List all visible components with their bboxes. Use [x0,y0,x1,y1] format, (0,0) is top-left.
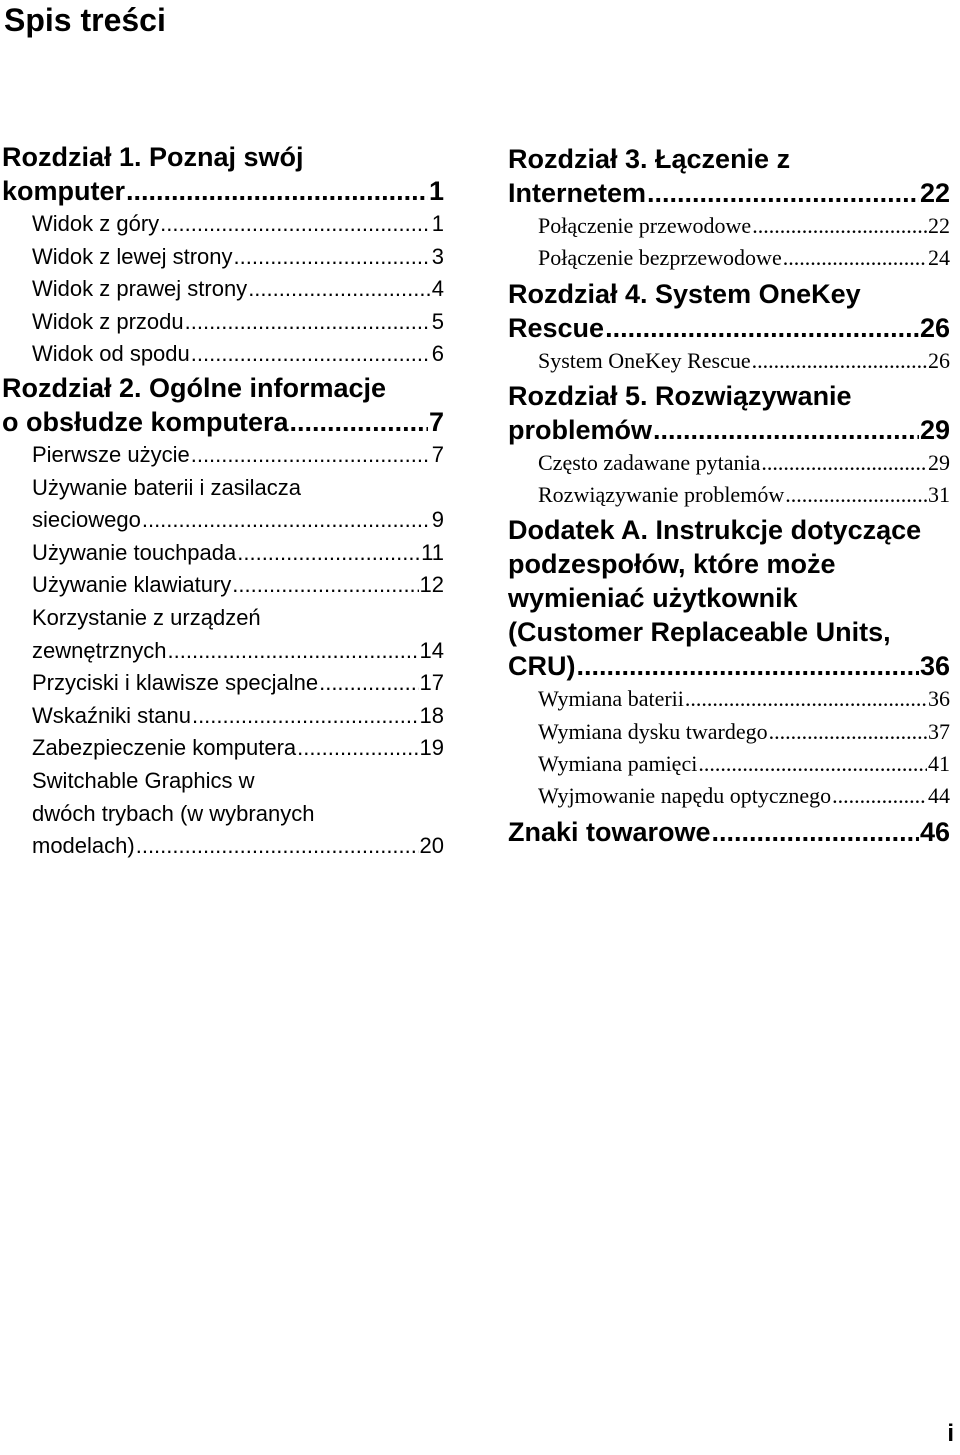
dot-leader [653,413,919,447]
toc-title-text: sieciowego [32,507,141,533]
toc-page-number: 9 [431,507,444,533]
toc-title-text: (Customer Replaceable Units, [508,617,891,648]
toc-page-number: 7 [431,441,444,467]
toc-title-text: Pierwsze użycie [32,441,190,467]
dot-leader [234,241,431,274]
dot-leader [783,242,927,274]
toc-title-text: Korzystanie z urządzeń [32,604,261,630]
toc-title-text: Używanie baterii i zasilacza [32,474,301,500]
toc-title-text: Widok z przodu [32,308,184,334]
toc-entry[interactable] [32,602,444,667]
page-title: Spis treści [4,2,166,38]
toc-title-text: Przyciski i klawisze specjalne [32,670,319,696]
toc-title-text: Rozwiązywanie problemów [538,482,785,508]
toc-entry[interactable] [32,472,444,537]
toc-entry[interactable] [32,667,444,700]
toc-page-number: 11 [421,539,444,565]
toc-page-number: 41 [928,751,950,777]
dot-leader [698,748,927,780]
toc-title-text: dwóch trybach (w wybranych [32,800,315,826]
toc-page-number: 44 [928,783,950,809]
toc-title-text: Switchable Graphics w [32,767,255,793]
toc-page-number: 19 [419,735,444,761]
toc-title-text: modelach) [32,833,135,859]
toc-title-text: CRU) [508,651,576,682]
toc-title-text: Dodatek A. Instrukcje dotyczące [508,515,922,546]
dot-leader [605,311,919,345]
toc-page-number: 29 [928,449,950,475]
toc-title-text: Wymiana pamięci [538,751,698,777]
toc-page-number: 14 [419,637,444,663]
toc-title-text: Rozdział 4. System OneKey [508,278,861,309]
dot-leader [191,338,431,371]
toc-title-text: Wskaźniki stanu [32,702,191,728]
toc-page-number: 1 [431,211,444,236]
dot-leader [232,569,418,602]
toc-entry[interactable] [538,683,950,715]
toc-page-number: 5 [431,308,444,334]
dot-leader [192,700,419,733]
toc-title-text: Widok z lewej strony [32,243,233,269]
toc-entry[interactable] [538,716,950,748]
toc-title-text: problemów [508,414,653,445]
toc-title-text: Rozdział 5. Rozwiązywanie [508,380,852,411]
dot-leader [290,405,428,439]
toc-page-number: 20 [419,833,444,859]
toc-title-text: Połączenie bezprzewodowe [538,245,782,271]
toc-page-number: 26 [928,347,950,373]
toc-page-number: 3 [431,243,444,269]
dot-leader [577,649,919,683]
toc-title-text: podzespołów, które może [508,549,836,580]
toc-chapter[interactable] [2,371,444,439]
toc-chapter[interactable] [508,277,950,345]
toc-left-column [2,140,444,863]
toc-page-number: 7 [428,406,444,437]
dot-leader [832,780,927,812]
toc-page-number: 36 [928,686,950,712]
toc-chapter[interactable] [508,815,950,849]
toc-page-number: 17 [419,670,444,696]
toc-title-text: Internetem [508,178,647,208]
dot-leader [168,635,419,668]
toc-entry[interactable] [32,338,444,371]
toc-chapter[interactable] [508,513,950,683]
toc-title-text: Wyjmowanie napędu optycznego [538,783,832,809]
toc-title-text: Wymiana baterii [538,686,684,712]
dot-leader [785,479,927,511]
toc-title-text: Rescue [508,312,605,343]
dot-leader [126,174,428,208]
toc-title-text: Znaki towarowe [508,816,711,847]
toc-page-number: 46 [919,816,950,847]
toc-title-text: Połączenie przewodowe [538,213,752,238]
toc-title-text: Widok z prawej strony [32,276,248,302]
dot-leader [712,815,919,849]
toc-title-text: Rozdział 1. Poznaj swój [2,142,304,172]
dot-leader [248,273,431,306]
toc-entry[interactable] [538,780,950,812]
toc-entry[interactable] [538,479,950,511]
toc-chapter[interactable] [508,379,950,447]
toc-entry[interactable] [32,273,444,306]
dot-leader [761,447,927,479]
toc-page-number: 6 [431,341,444,367]
dot-leader [191,439,431,472]
toc-title-text: System OneKey Rescue [538,347,751,373]
dot-leader [160,208,431,241]
toc-entry[interactable] [32,732,444,765]
toc-page-number: 36 [919,651,950,682]
toc-entry[interactable] [32,700,444,733]
toc-page-number: 29 [919,414,950,445]
toc-title-text: o obsłudze komputera [2,406,289,437]
dot-leader [752,345,927,377]
toc-title-text: Wymiana dysku twardego [538,718,768,744]
toc-page-number: 24 [928,245,950,271]
dot-leader [237,537,420,570]
dot-leader [319,667,418,700]
dot-leader [136,830,419,863]
toc-entry[interactable] [32,241,444,274]
toc-page-number: 22 [928,213,950,238]
dot-leader [297,732,418,765]
dot-leader [769,716,927,748]
toc-page-number: 12 [419,572,444,598]
toc-entry[interactable] [538,242,950,274]
dot-leader [752,210,927,242]
toc-entry[interactable] [32,537,444,570]
toc-entry[interactable] [32,208,444,241]
toc-page-number: 4 [431,276,444,302]
dot-leader [685,683,927,715]
toc-page-number: 1 [428,176,444,206]
dot-leader [647,176,919,210]
toc-entry[interactable] [538,210,950,242]
toc-title-text: komputer [2,176,126,206]
toc-entry[interactable] [538,345,950,377]
toc-page-number: 37 [928,718,950,744]
toc-title-text: Zabezpieczenie komputera [32,735,297,761]
toc-title-text: Widok z góry [32,211,160,236]
toc-title-text: Często zadawane pytania [538,449,761,475]
toc-page-number: 31 [928,482,950,508]
page-number: i [947,1420,954,1447]
toc-page-number: 18 [419,702,444,728]
toc-chapter[interactable] [2,140,444,208]
toc-title-text: Rozdział 3. Łączenie z [508,144,791,174]
toc-title-text: wymieniać użytkownik [508,583,798,614]
toc-entry[interactable] [32,439,444,472]
toc-right-column [508,140,950,849]
toc-title-text: zewnętrznych [32,637,167,663]
toc-title-text: Używanie klawiatury [32,572,232,598]
toc-title-text: Używanie touchpada [32,539,237,565]
toc-entry[interactable] [538,748,950,780]
toc-page-number: 26 [919,312,950,343]
toc-title-text: Widok od spodu [32,341,190,367]
toc-entry[interactable] [32,306,444,339]
toc-page-number: 22 [919,178,950,208]
toc-entry[interactable] [32,765,444,863]
toc-entry[interactable] [538,447,950,479]
dot-leader [185,306,431,339]
toc-chapter[interactable] [508,142,950,210]
toc-title-text: Rozdział 2. Ogólne informacje [2,372,387,403]
dot-leader [142,504,431,537]
toc-entry[interactable] [32,569,444,602]
